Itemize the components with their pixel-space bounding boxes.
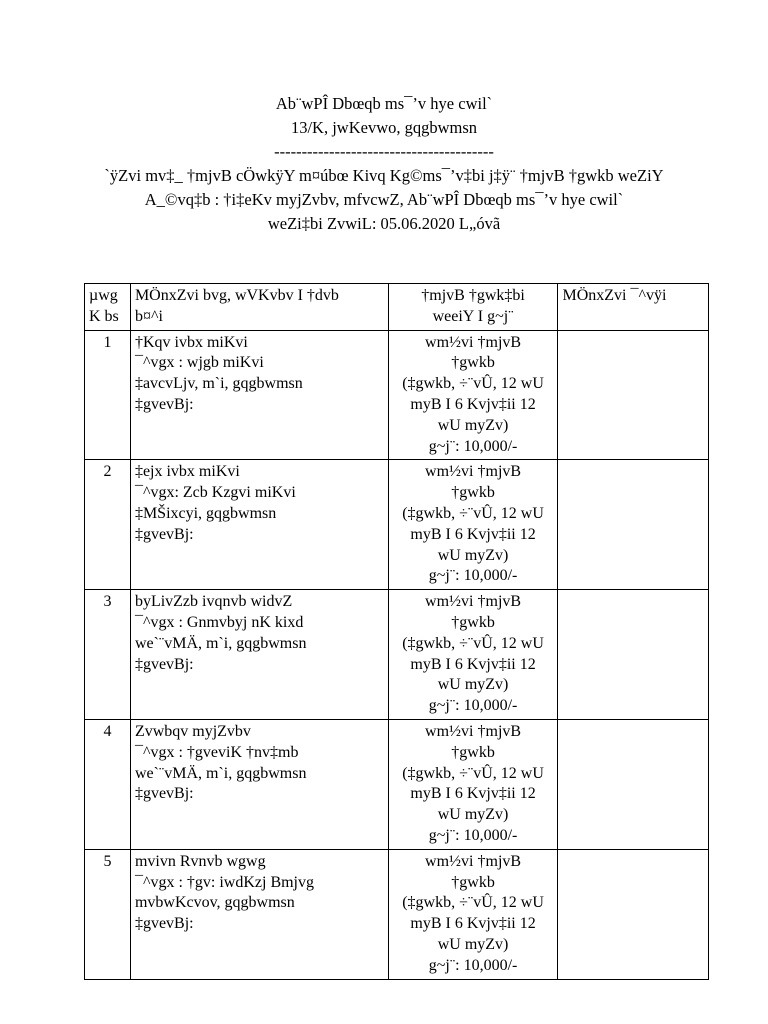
recipient-cell: †Kqv ivbx miKvi ¯^vgx : wjgb miKvi ‡avcvLjv, m`i, gqgbwmsn ‡gvevBj: xyxy=(130,330,388,460)
item-cell: wm½vi †mjvB †gwkb (‡gwkb, ÷¨vÛ, 12 wU myB I 6 Kvjv‡ii 12 wU myZv) g~j¨: 10,000/- xyxy=(388,460,558,590)
signature-cell xyxy=(558,460,709,590)
distribution-table xyxy=(84,283,709,980)
table-header-row xyxy=(85,284,709,331)
serial-cell: 4 xyxy=(85,719,131,849)
item-cell: wm½vi †mjvB †gwkb (‡gwkb, ÷¨vÛ, 12 wU myB I 6 Kvjv‡ii 12 wU myZv) g~j¨: 10,000/- xyxy=(388,330,558,460)
recipient-header: MÖnxZvi bvg, wVKvbv I †dvb b¤^i xyxy=(130,284,388,331)
item-cell: wm½vi †mjvB †gwkb (‡gwkb, ÷¨vÛ, 12 wU myB I 6 Kvjv‡ii 12 wU myZv) g~j¨: 10,000/- xyxy=(388,719,558,849)
serial-cell: 2 xyxy=(85,460,131,590)
organization-name: Ab¨wPÎ Dbœqb ms¯’v hye cwil` xyxy=(275,94,493,113)
serial-cell: 1 xyxy=(85,330,131,460)
item-header: †mjvB †gwk‡bi weeiY I g~j¨ xyxy=(388,284,558,331)
item-cell: wm½vi †mjvB †gwkb (‡gwkb, ÷¨vÛ, 12 wU myB I 6 Kvjv‡ii 12 wU myZv) g~j¨: 10,000/- xyxy=(388,590,558,720)
table-row xyxy=(85,330,709,460)
serial-cell: 5 xyxy=(85,849,131,979)
signature-cell xyxy=(558,719,709,849)
recipient-cell: ‡ejx ivbx miKvi ¯^vgx: Zcb Kzgvi miKvi ‡MŠixcyi, gqgbwmsn ‡gvevBj: xyxy=(130,460,388,590)
table-row xyxy=(85,590,709,720)
table-row xyxy=(85,460,709,590)
header-divider: ---------------------------------------- xyxy=(274,142,494,161)
table-row xyxy=(85,719,709,849)
recipient-cell: byLivZzb ivqnvb widvZ ¯^vgx : Gnmvbyj nK kixd we`¨vMÄ, m`i, gqgbwmsn ‡gvevBj: xyxy=(130,590,388,720)
recipient-cell: Zvwbqv myjZvbv ¯^vgx : †gveviK †nv‡mb we`¨vMÄ, m`i, gqgbwmsn ‡gvevBj: xyxy=(130,719,388,849)
signature-cell xyxy=(558,590,709,720)
signature-header: MÖnxZvi ¯^vÿi xyxy=(558,284,709,331)
item-cell: wm½vi †mjvB †gwkb (‡gwkb, ÷¨vÛ, 12 wU myB I 6 Kvjv‡ii 12 wU myZv) g~j¨: 10,000/- xyxy=(388,849,558,979)
serial-cell: 3 xyxy=(85,590,131,720)
organization-address: 13/K, jwKevwo, gqgbwmsn xyxy=(290,118,478,137)
recipient-cell: mvivn Rvnvb wgwg ¯^vgx : †gv: iwdKzj Bmjvg mvbwKcvov, gqgbwmsn ‡gvevBj: xyxy=(130,849,388,979)
document-title: `ÿZvi mv‡_ †mjvB cÖwkÿY m¤úbœ Kivq Kg©ms¯’v‡bi j‡ÿ¨ †mjvB †gwkb weZiY xyxy=(104,166,664,185)
signature-cell xyxy=(558,330,709,460)
presented-by: A_©vq‡b : †i‡eKv myjZvbv, mfvcwZ, Ab¨wPÎ Dbœqb ms¯’v hye cwil` xyxy=(144,190,624,209)
document-header xyxy=(60,92,708,236)
signature-cell xyxy=(558,849,709,979)
serial-header: µwg K bs xyxy=(85,284,131,331)
table-row xyxy=(85,849,709,979)
distribution-date: weZi‡bi ZvwiL: 05.06.2020 L„óvã xyxy=(267,214,501,233)
